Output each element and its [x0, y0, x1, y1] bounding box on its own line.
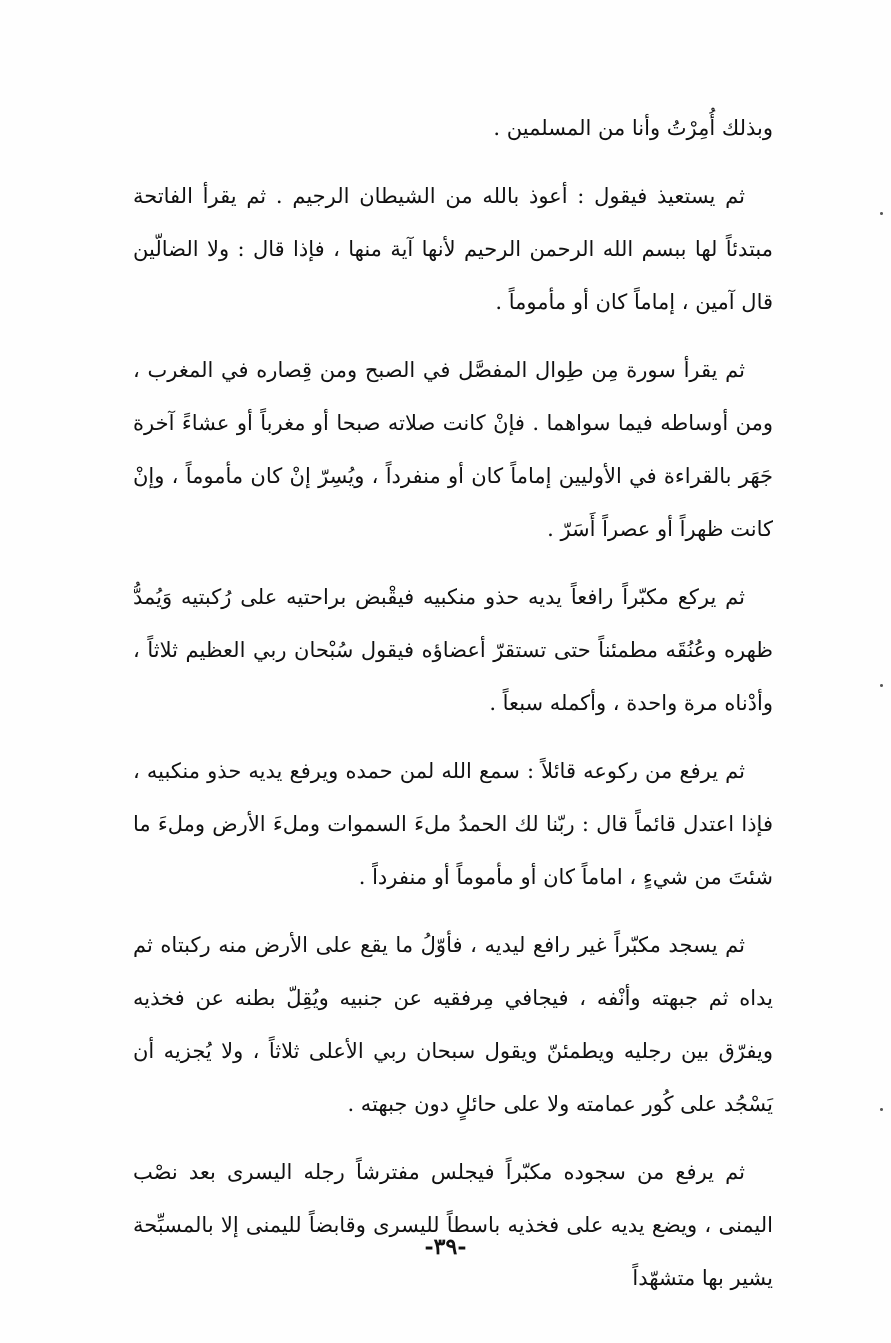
scan-speck [880, 1108, 883, 1111]
paragraph-3: ثم يقرأ سورة مِن طِوال المفصَّل في الصبح ومن قِصاره في المغرب ، ومن أوساطه فيما سواهما . فإنْ كانت صلاته صبحا أو مغرباً أو عشاءً آخرة جَهَر بالقراءة في الأوليين إماماً كان أو منفرداً ، ويُسِرّ إنْ كان مأموماً ، وإنْ كانت ظهراً أو عصراً أَسَرّ . [133, 358, 773, 541]
scan-speck [880, 212, 883, 215]
scan-speck [880, 684, 883, 687]
page-number: -٣٩- [424, 1234, 467, 1260]
paragraph-5: ثم يرفع من ركوعه قائلاً : سمع الله لمن حمده ويرفع يديه حذو منكبيه ، فإذا اعتدل قائماً قال : ربّنا لك الحمدُ ملءَ السموات وملءَ الأرض وملءَ ما شئتَ من شيءٍ ، اماماً كان أو مأموماً أو منفرداً . [133, 759, 773, 889]
paragraph-2: ثم يستعيذ فيقول : أعوذ بالله من الشيطان الرجيم . ثم يقرأ الفاتحة مبتدئاً لها ببسم الله الرحمن الرحيم لأنها آية منها ، فإذا قال : ولا الضالّين قال آمين ، إماماً كان أو مأموماً . [133, 184, 773, 314]
body-text [133, 102, 773, 1305]
paragraph-7: ثم يرفع من سجوده مكبّراً فيجلس مفترشاً رجله اليسرى بعد نصْب اليمنى ، ويضع يديه على فخذيه باسطاً لليسرى وقابضاً لليمنى إلا بالمسبِّحة يشير بها متشهّداً [133, 1160, 773, 1290]
paragraph-1: وبذلك أُمِرْتُ وأنا من المسلمين . [493, 116, 773, 140]
paragraph-4: ثم يركع مكبّراً رافعاً يديه حذو منكبيه فيقْبض براحتيه على رُكبتيه وَيُمدُّ ظهره وعُنُقَه مطمئناً حتى تستقرّ أعضاؤه فيقول سُبْحان ربي العظيم ثلاثاً ، وأدْناه مرة واحدة ، وأكمله سبعاً . [133, 585, 773, 715]
paragraph-6: ثم يسجد مكبّراً غير رافع ليديه ، فأوّلُ ما يقع على الأرض منه ركبتاه ثم يداه ثم جبهته وأنْفه ، فيجافي مِرفقيه عن جنبيه ويُقِلّ بطنه عن فخذيه ويفرّق بين رجليه ويطمئنّ ويقول سبحان ربي الأعلى ثلاثاً ، ولا يُجزيه أن يَسْجُد على كُور عمامته ولا على حائلٍ دون جبهته . [133, 933, 773, 1116]
